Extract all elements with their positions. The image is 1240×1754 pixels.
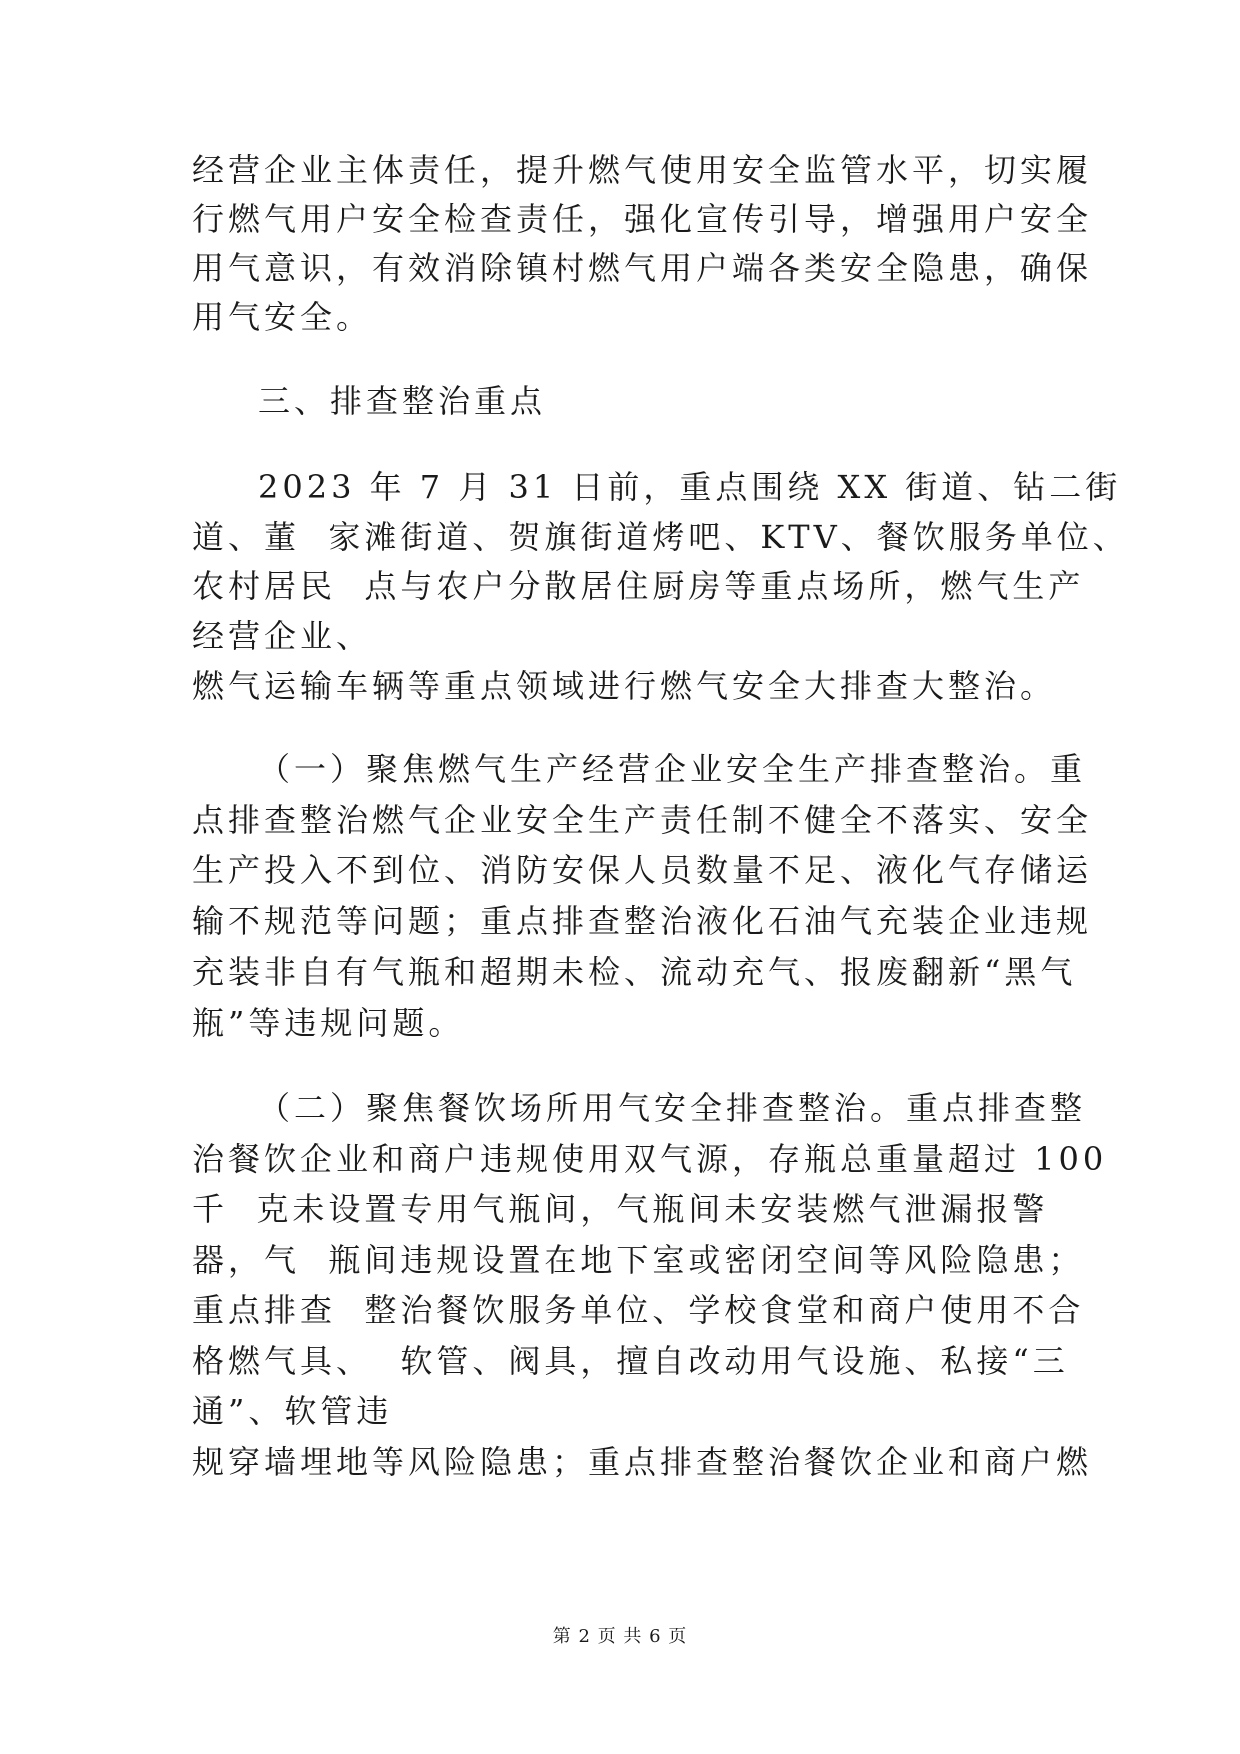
paragraph-line: 农村居民 点与农户分散居住厨房等重点场所，燃气生产 [192, 567, 1085, 605]
section-heading: 三、排查整治重点 [258, 382, 547, 420]
paragraph-line: 燃气运输车辆等重点领域进行燃气安全大排查大整治。 [192, 667, 1057, 705]
paragraph-line: （二）聚焦餐饮场所用气安全排查整治。重点排查整 [258, 1089, 1087, 1127]
paragraph-line: 生产投入不到位、消防安保人员数量不足、液化气存储运 [192, 851, 1093, 889]
paragraph-line: 千 克未设置专用气瓶间，气瓶间未安装燃气泄漏报警 [192, 1190, 1049, 1228]
paragraph-line: 输不规范等问题；重点排查整治液化石油气充装企业违规 [192, 902, 1093, 940]
paragraph-line: 规穿墙埋地等风险隐患；重点排查整治餐饮企业和商户燃 [192, 1443, 1093, 1481]
paragraph-line: （一）聚焦燃气生产经营企业安全生产排查整治。重 [258, 750, 1087, 788]
paragraph-line: 治餐饮企业和商户违规使用双气源，存瓶总重量超过 100 [192, 1140, 1108, 1178]
paragraph-line: 点排查整治燃气企业安全生产责任制不健全不落实、安全 [192, 801, 1093, 839]
paragraph-line: 经营企业主体责任，提升燃气使用安全监管水平，切实履 [192, 151, 1093, 189]
paragraph-line: 道、董 家滩街道、贺旗街道烤吧、KTV、餐饮服务单位、 [192, 518, 1129, 556]
paragraph-line: 格燃气具、 软管、阀具，擅自改动用气设施、私接“三 [192, 1342, 1069, 1380]
paragraph-line: 器，气 瓶间违规设置在地下室或密闭空间等风险隐患； [192, 1241, 1085, 1279]
paragraph-line: 瓶”等违规问题。 [192, 1004, 465, 1042]
paragraph-line: 行燃气用户安全检查责任，强化宣传引导，增强用户安全 [192, 200, 1093, 238]
paragraph-line: 用气意识，有效消除镇村燃气用户端各类安全隐患，确保 [192, 249, 1093, 287]
paragraph-line: 充装非自有气瓶和超期未检、流动充气、报废翻新“黑气 [192, 953, 1077, 991]
paragraph-line: 经营企业、 [192, 617, 373, 655]
paragraph-line: 2023 年 7 月 31 日前，重点围绕 XX 街道、钻二街 [258, 468, 1122, 506]
paragraph-line: 通”、软管违 [192, 1392, 393, 1430]
paragraph-line: 重点排查 整治餐饮服务单位、学校食堂和商户使用不合 [192, 1291, 1085, 1329]
page-number: 第 2 页 共 6 页 [552, 1626, 688, 1647]
paragraph-line: 用气安全。 [192, 298, 373, 336]
